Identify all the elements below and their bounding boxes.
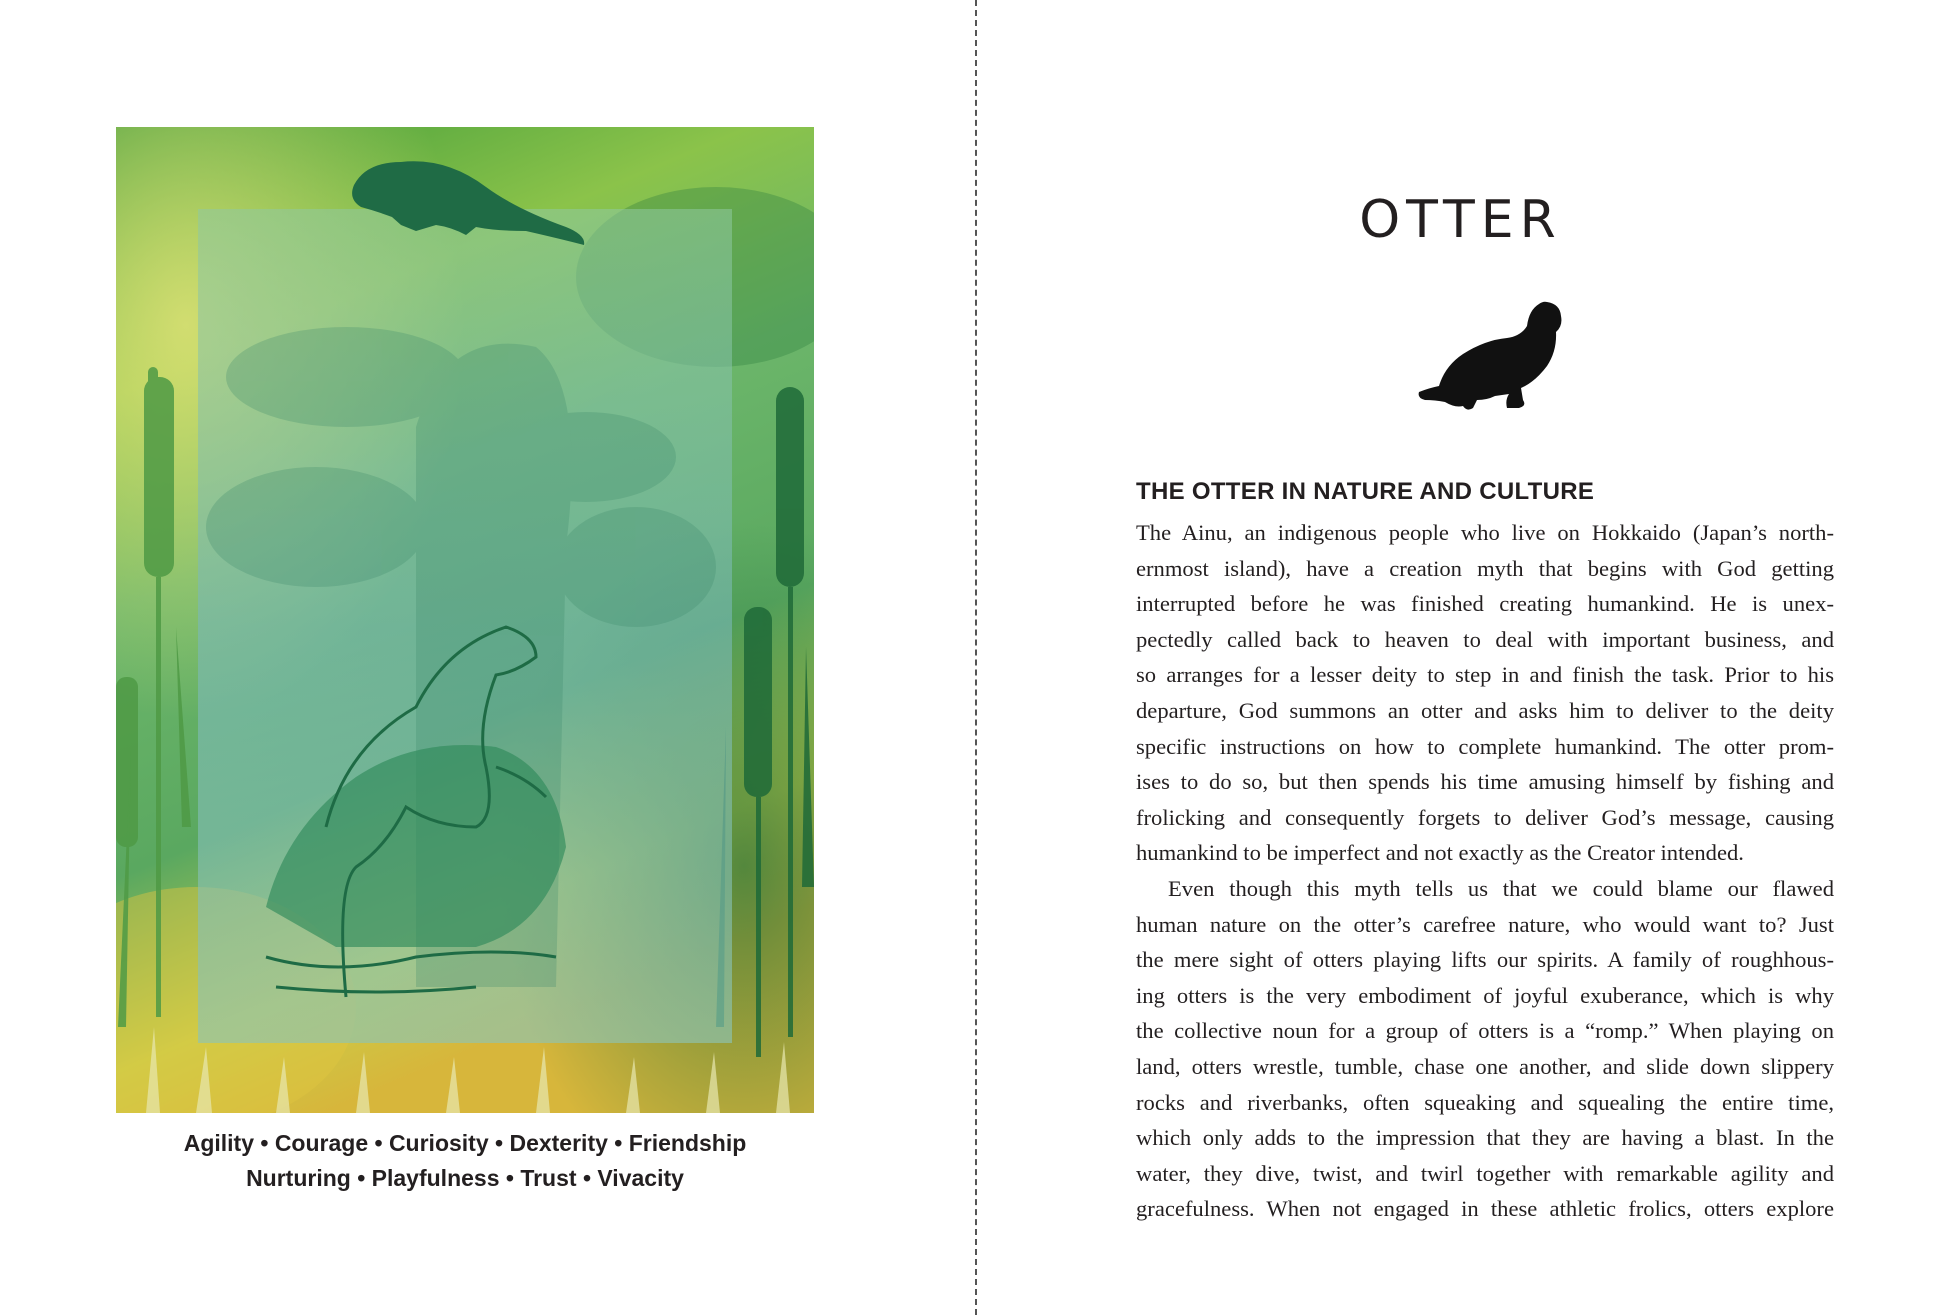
right-page (975, 0, 1946, 1315)
text-line: pectedly called back to heaven to deal with important business, and (1136, 626, 1834, 652)
section-heading: THE OTTER IN NATURE AND CULTURE (1136, 478, 1595, 505)
text-line: rocks and riverbanks, often squeaking and squealing the entire time, (1136, 1089, 1834, 1115)
page-title: OTTER (1359, 190, 1562, 250)
keywords (116, 1126, 814, 1196)
text-line: interrupted before he was finished creating humankind. He is unex- (1136, 591, 1834, 617)
paragraph-2 (1136, 871, 1834, 1227)
paragraph-1 (1136, 515, 1834, 871)
text-line: so arranges for a lesser deity to step in and finish the task. Prior to his (1136, 662, 1834, 688)
otter-card-illustration (116, 127, 814, 1113)
keywords-line-1: Agility • Courage • Curiosity • Dexterity • Friendship (183, 1130, 747, 1156)
text-line: Even though this myth tells us that we could blame our flawed (1168, 875, 1834, 901)
text-line: land, otters wrestle, tumble, chase one another, and slide down slippery (1136, 1053, 1834, 1079)
text-line: human nature on the otter’s carefree nature, who would want to? Just (1136, 911, 1834, 937)
body-text (1136, 515, 1834, 1227)
text-line: which only adds to the impression that they are having a blast. In the (1136, 1125, 1834, 1151)
text-line: the collective noun for a group of otters is a “romp.” When playing on (1136, 1018, 1834, 1044)
text-line: specific instructions on how to complete humankind. The otter prom- (1136, 733, 1834, 759)
text-line: water, they dive, twist, and twirl together with remarkable agility and (1136, 1160, 1834, 1186)
text-line: the mere sight of otters playing lifts our spirits. A family of roughhous- (1136, 947, 1834, 973)
text-line: ing otters is the very embodiment of joyful exuberance, which is why (1136, 982, 1834, 1008)
otter-silhouette-icon (1415, 296, 1565, 414)
text-line: departure, God summons an otter and asks him to deliver to the deity (1136, 697, 1834, 723)
text-line: ernmost island), have a creation myth that begins with God getting (1136, 555, 1834, 581)
text-line: ises to do so, but then spends his time amusing himself by fishing and (1136, 769, 1834, 795)
text-line: The Ainu, an indigenous people who live on Hokkaido (Japan’s north- (1136, 520, 1834, 545)
keywords-line-2: Nurturing • Playfulness • Trust • Vivacity (246, 1165, 684, 1191)
text-line: gracefulness. When not engaged in these athletic frolics, otters explore (1136, 1196, 1834, 1222)
text-line: humankind to be imperfect and not exactly as the Creator intended. (1136, 840, 1744, 866)
text-line: frolicking and consequently forgets to deliver God’s message, causing (1136, 804, 1834, 830)
